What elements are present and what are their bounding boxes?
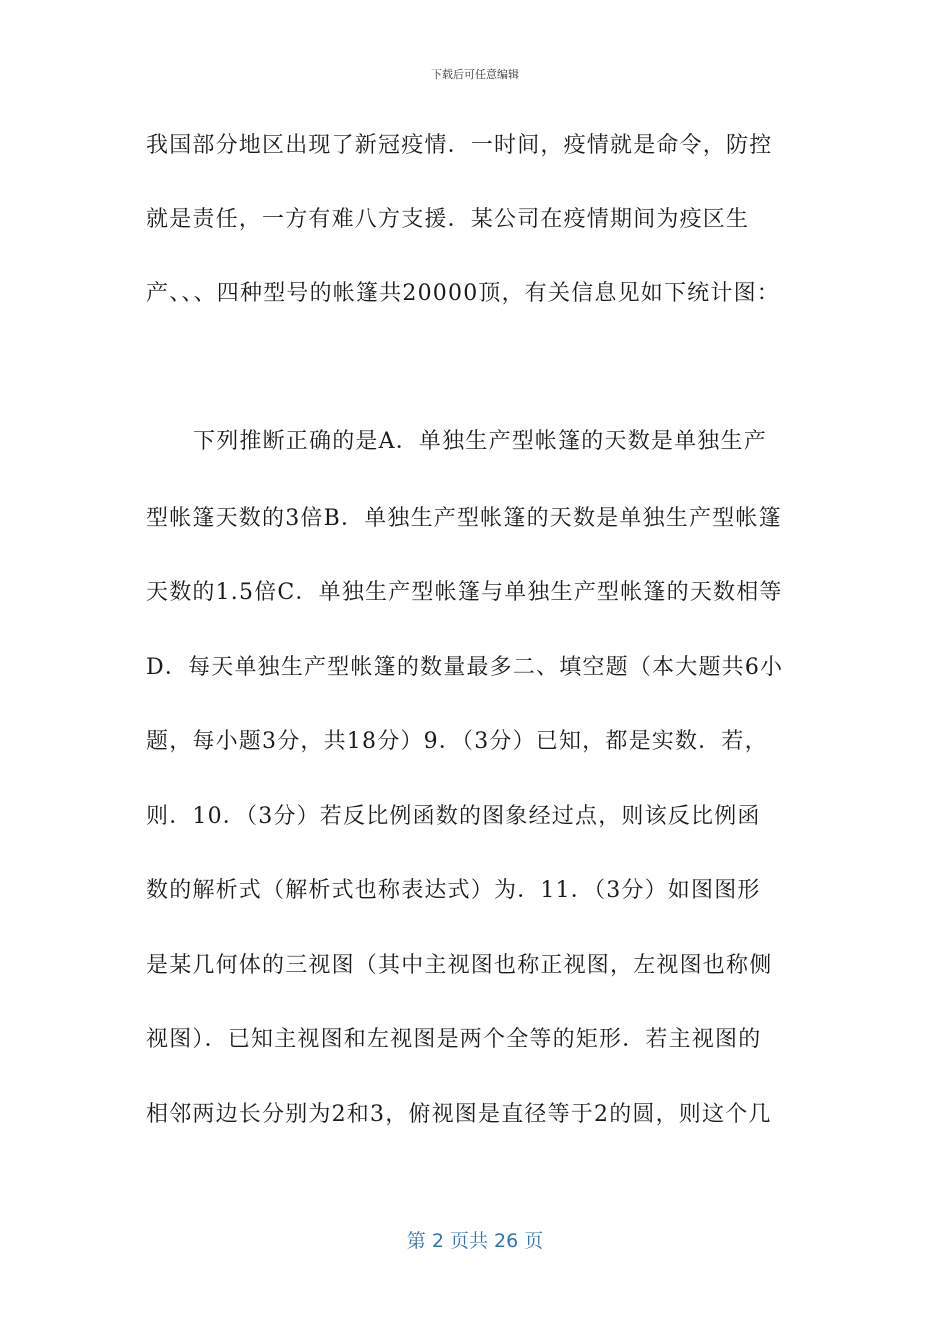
page-header: 下载后可任意编辑 — [431, 68, 519, 81]
text-line: 视图）．已知主视图和左视图是两个全等的矩形．若主视图的 — [146, 1027, 762, 1052]
text-line: 天数的1.5倍C．单独生产型帐篷与单独生产型帐篷的天数相等 — [146, 580, 783, 605]
text-line: 我国部分地区出现了新冠疫情．一时间，疫情就是命令，防控 — [146, 133, 773, 158]
text-line: 是某几何体的三视图（其中主视图也称正视图，左视图也称侧 — [146, 953, 773, 978]
text-line: D．每天单独生产型帐篷的数量最多二、填空题（本大题共6小 — [146, 655, 784, 680]
text-line: 相邻两边长分别为2和3，俯视图是直径等于2的圆，则这个几 — [146, 1102, 772, 1127]
text-line: 型帐篷天数的3倍B．单独生产型帐篷的天数是单独生产型帐篷 — [146, 506, 782, 531]
text-line: 则．10．（3分）若反比例函数的图象经过点，则该反比例函 — [146, 804, 761, 829]
page-footer: 第 2 页共 26 页 — [406, 1230, 544, 1252]
text-line: 产、、、四种型号的帐篷共20000顶，有关信息见如下统计图： — [146, 281, 780, 306]
text-line: 就是责任，一方有难八方支援．某公司在疫情期间为疫区生 — [146, 207, 750, 232]
text-line: 下列推断正确的是A．单独生产型帐篷的天数是单独生产 — [193, 429, 767, 454]
text-line: 数的解析式（解析式也称表达式）为．11．（3分）如图图形 — [146, 878, 761, 903]
text-line: 题，每小题3分，共18分）9．（3分）已知，都是实数．若， — [146, 729, 768, 754]
